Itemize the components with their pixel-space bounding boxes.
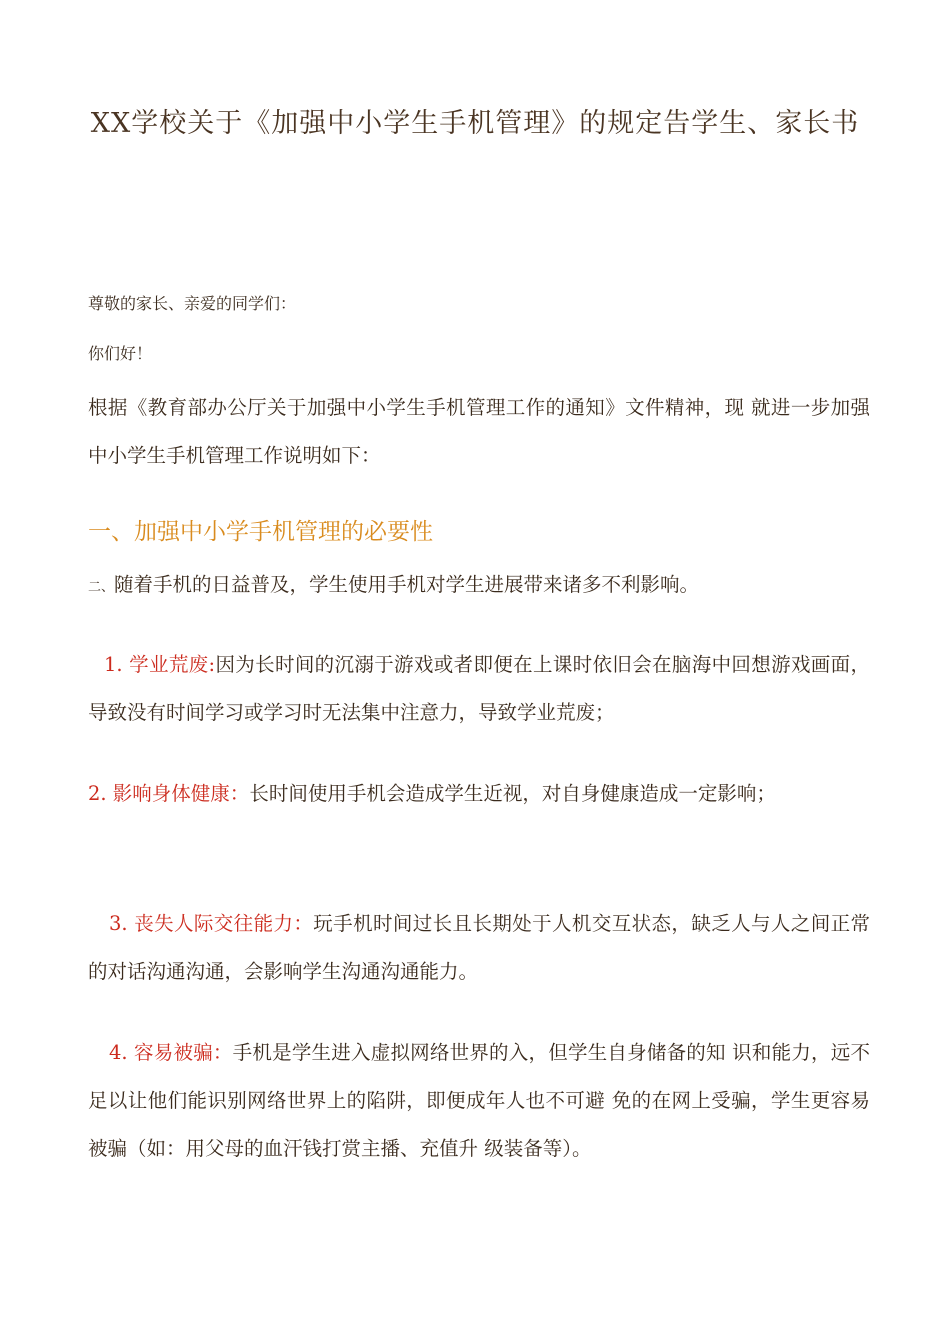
item-text: 因为长时间的沉溺于游戏或者即便在上课时依旧会在脑海中回想游戏画面，导致没有时间学习或学习时无法集中注意力，导致学业荒废； — [88, 653, 870, 724]
item-text: 手机是学生进入虚拟网络世界的入，但学生自身储备的知 识和能力，远不足以让他们能识别网络世界上的陷阱，即便成年人也不可避 免的在网上受骗，学生更容易被骗（如：用父母的血汗钱打赏主播、充值升 级装备等）。 — [88, 1041, 870, 1160]
document-title: XX学校关于《加强中小学生手机管理》的规定告学生、家长书 — [90, 108, 860, 139]
item-text: 长时间使用手机会造成学生近视，对自身健康造成一定影响； — [249, 782, 776, 805]
greeting: 你们好！ — [88, 344, 153, 363]
item-label: 3. 丧失人际交往能力： — [109, 912, 314, 935]
list-item — [88, 641, 870, 737]
intro-paragraph: 根据《教育部办公厅关于加强中小学生手机管理工作的通知》文件精神，现 就进一步加强中小学生手机管理工作说明如下： — [88, 396, 870, 467]
section-lead — [88, 561, 870, 612]
lead-text: 随着手机的日益普及，学生使用手机对学生进展带来诸多不利影响。 — [114, 573, 700, 596]
section-heading: 一、加强中小学手机管理的必要性 — [88, 519, 433, 545]
list-item — [88, 770, 870, 818]
item-label: 4. 容易被骗： — [109, 1041, 233, 1064]
list-item — [88, 1029, 870, 1173]
list-item — [88, 900, 870, 996]
item-label: 2. 影响身体健康： — [88, 782, 250, 805]
item-text: 玩手机时间过长且长期处于人机交互状态，缺乏人与人之间正常的对话沟通沟通，会影响学生沟通沟通能力。 — [88, 912, 870, 983]
salutation: 尊敬的家长、亲爱的同学们： — [88, 294, 297, 313]
item-label: 1. 学业荒废: — [104, 653, 216, 676]
lead-prefix: 二、 — [88, 580, 115, 595]
